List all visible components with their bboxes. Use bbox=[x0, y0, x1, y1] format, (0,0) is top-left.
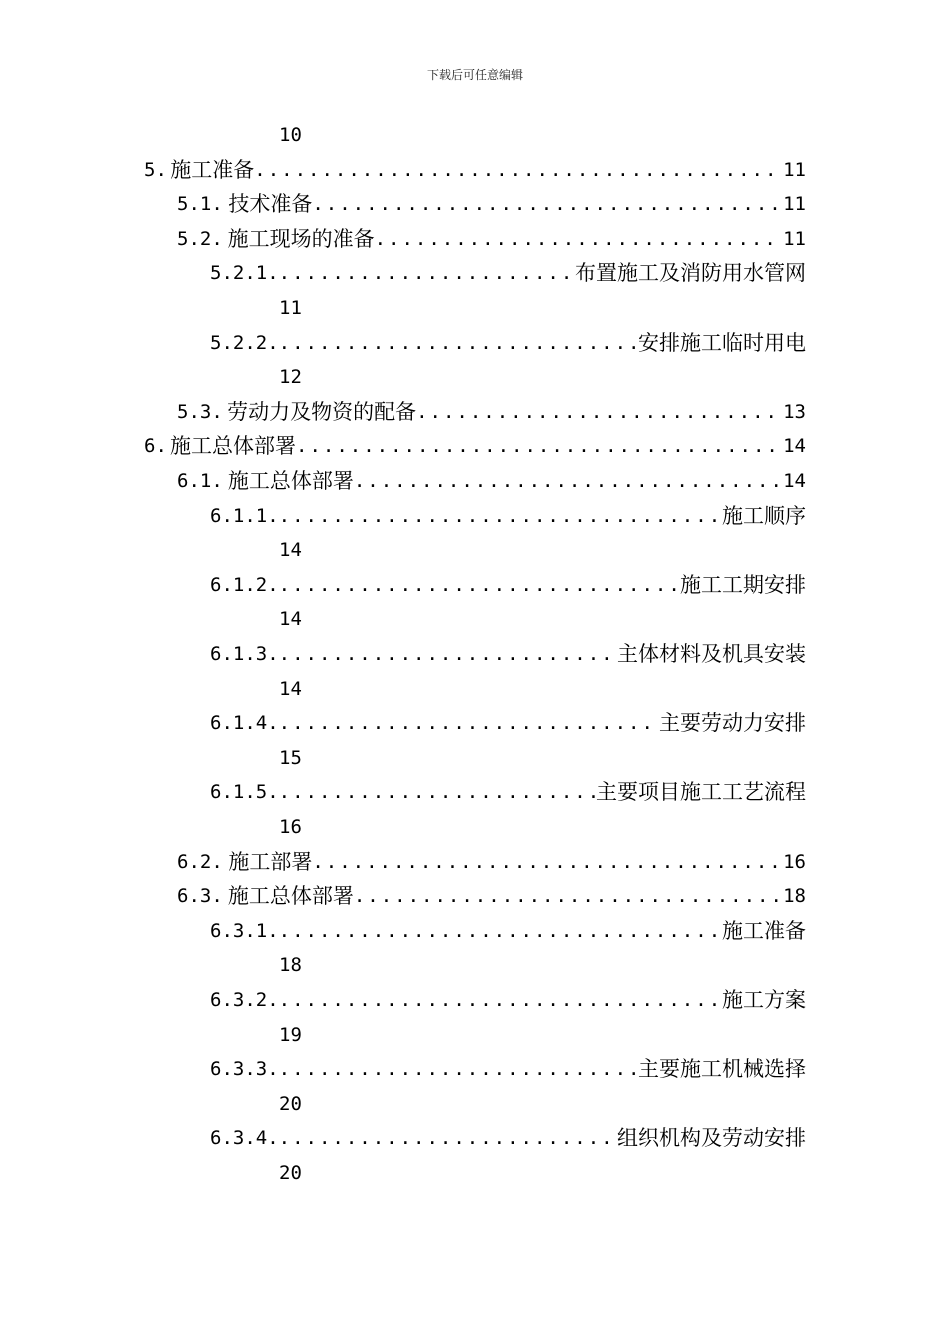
toc-entry[interactable] bbox=[177, 847, 806, 877]
toc-entry-title: 施工现场的准备 bbox=[227, 227, 375, 251]
toc-leader-dots bbox=[279, 258, 575, 288]
toc-entry-title: 施工顺序 bbox=[722, 504, 806, 528]
toc-entry[interactable] bbox=[210, 777, 806, 807]
toc-entry-title: 施工工期安排 bbox=[680, 573, 806, 597]
toc-entry-number: 5.2.2. bbox=[210, 332, 279, 354]
toc-entry-page: 14 bbox=[783, 435, 806, 457]
toc-entry-title: 主体材料及机具安装 bbox=[617, 642, 806, 666]
toc-entry-page: 11 bbox=[783, 228, 806, 250]
toc-entry[interactable] bbox=[177, 397, 806, 427]
toc-entry-number: 6.3.1. bbox=[210, 920, 279, 942]
toc-entry[interactable] bbox=[210, 258, 806, 288]
toc-leader-dots bbox=[279, 1054, 638, 1084]
toc-entry-number: 5.1. bbox=[177, 193, 223, 215]
toc-entry[interactable] bbox=[210, 570, 806, 600]
toc-entry-number: 6.1.3. bbox=[210, 643, 279, 665]
toc-entry-number: 6. bbox=[144, 435, 167, 457]
toc-entry-title: 布置施工及消防用水管网 bbox=[575, 261, 806, 285]
toc-entry-title: 施工总体部署 bbox=[170, 434, 297, 458]
toc-leader-dots bbox=[279, 985, 722, 1015]
toc-leader-dots bbox=[312, 847, 781, 877]
toc-leader-dots bbox=[312, 189, 781, 219]
toc-entry-title: 主要施工机械选择 bbox=[638, 1057, 806, 1081]
toc-leader-dots bbox=[279, 328, 638, 358]
toc-entry-title: 施工准备 bbox=[170, 158, 255, 182]
toc-leading-page-number: 10 bbox=[279, 124, 302, 146]
toc-entry-number: 6.3.4. bbox=[210, 1127, 279, 1149]
toc-leader-dots bbox=[279, 501, 722, 531]
toc-entry[interactable] bbox=[144, 431, 806, 461]
toc-entry[interactable] bbox=[177, 189, 806, 219]
toc-entry-number: 6.1.2. bbox=[210, 574, 279, 596]
toc-entry-number: 6.1.5. bbox=[210, 781, 279, 803]
toc-entry-title: 施工总体部署 bbox=[227, 884, 354, 908]
toc-leader-dots bbox=[354, 881, 781, 911]
toc-leader-dots bbox=[279, 777, 596, 807]
toc-entry-title: 劳动力及物资的配备 bbox=[227, 400, 417, 424]
toc-entry-title: 施工准备 bbox=[722, 919, 806, 943]
toc-entry-page: 16 bbox=[279, 816, 302, 838]
toc-leader-dots bbox=[296, 431, 781, 461]
toc-leader-dots bbox=[254, 155, 781, 185]
toc-entry-number: 6.1.1. bbox=[210, 505, 279, 527]
toc-leader-dots bbox=[416, 397, 781, 427]
toc-leader-dots bbox=[279, 570, 680, 600]
toc-entry-page: 11 bbox=[783, 159, 806, 181]
toc-entry-page: 19 bbox=[279, 1024, 302, 1046]
toc-entry[interactable] bbox=[177, 881, 806, 911]
toc-leader-dots bbox=[354, 466, 781, 496]
toc-entry-page: 14 bbox=[279, 678, 302, 700]
toc-entry-number: 6.3.2. bbox=[210, 989, 279, 1011]
toc-entry-number: 5.3. bbox=[177, 401, 223, 423]
toc-entry-title: 主要劳动力安排 bbox=[659, 711, 806, 735]
toc-entry-number: 5.2. bbox=[177, 228, 223, 250]
toc-entry-number: 6.3. bbox=[177, 885, 223, 907]
toc-entry-title: 施工部署 bbox=[228, 850, 313, 874]
toc-leader-dots bbox=[279, 708, 659, 738]
toc-entry-page: 13 bbox=[783, 401, 806, 423]
toc-entry[interactable] bbox=[144, 155, 806, 185]
toc-entry-page: 12 bbox=[279, 366, 302, 388]
toc-entry-page: 20 bbox=[279, 1162, 302, 1184]
toc-entry-number: 6.1.4. bbox=[210, 712, 279, 734]
toc-entry[interactable] bbox=[210, 328, 806, 358]
toc-entry[interactable] bbox=[210, 916, 806, 946]
toc-entry-title: 安排施工临时用电 bbox=[638, 331, 806, 355]
toc-entry-title: 技术准备 bbox=[228, 192, 313, 216]
toc-entry-title: 施工方案 bbox=[722, 988, 806, 1012]
toc-entry-page: 14 bbox=[279, 608, 302, 630]
toc-leader-dots bbox=[279, 916, 722, 946]
toc-entry-number: 5. bbox=[144, 159, 167, 181]
toc-entry-number: 5.2.1. bbox=[210, 262, 279, 284]
toc-entry[interactable] bbox=[210, 1123, 806, 1153]
toc-entry[interactable] bbox=[177, 224, 806, 254]
page-header: 下载后可任意编辑 bbox=[426, 68, 523, 82]
toc-entry-number: 6.3.3. bbox=[210, 1058, 279, 1080]
toc-entry-title: 施工总体部署 bbox=[227, 469, 354, 493]
toc-entry[interactable] bbox=[177, 466, 806, 496]
toc-entry-number: 6.2. bbox=[177, 851, 223, 873]
toc-entry-title: 组织机构及劳动安排 bbox=[617, 1126, 806, 1150]
toc-leader-dots bbox=[375, 224, 782, 254]
toc-entry-page: 18 bbox=[279, 954, 302, 976]
toc-entry-page: 15 bbox=[279, 747, 302, 769]
toc-entry[interactable] bbox=[210, 501, 806, 531]
toc-entry-page: 16 bbox=[783, 851, 806, 873]
toc-entry[interactable] bbox=[210, 708, 806, 738]
toc-entry[interactable] bbox=[210, 985, 806, 1015]
toc-entry-page: 14 bbox=[279, 539, 302, 561]
toc-entry-page: 11 bbox=[783, 193, 806, 215]
toc-entry-page: 14 bbox=[783, 470, 806, 492]
toc-entry-title: 主要项目施工工艺流程 bbox=[596, 780, 806, 804]
toc-entry-page: 20 bbox=[279, 1093, 302, 1115]
toc-leader-dots bbox=[279, 639, 617, 669]
toc-leader-dots bbox=[279, 1123, 617, 1153]
toc-entry-page: 11 bbox=[279, 297, 302, 319]
toc-entry[interactable] bbox=[210, 639, 806, 669]
toc-entry-page: 18 bbox=[783, 885, 806, 907]
toc-entry-number: 6.1. bbox=[177, 470, 223, 492]
toc-entry[interactable] bbox=[210, 1054, 806, 1084]
